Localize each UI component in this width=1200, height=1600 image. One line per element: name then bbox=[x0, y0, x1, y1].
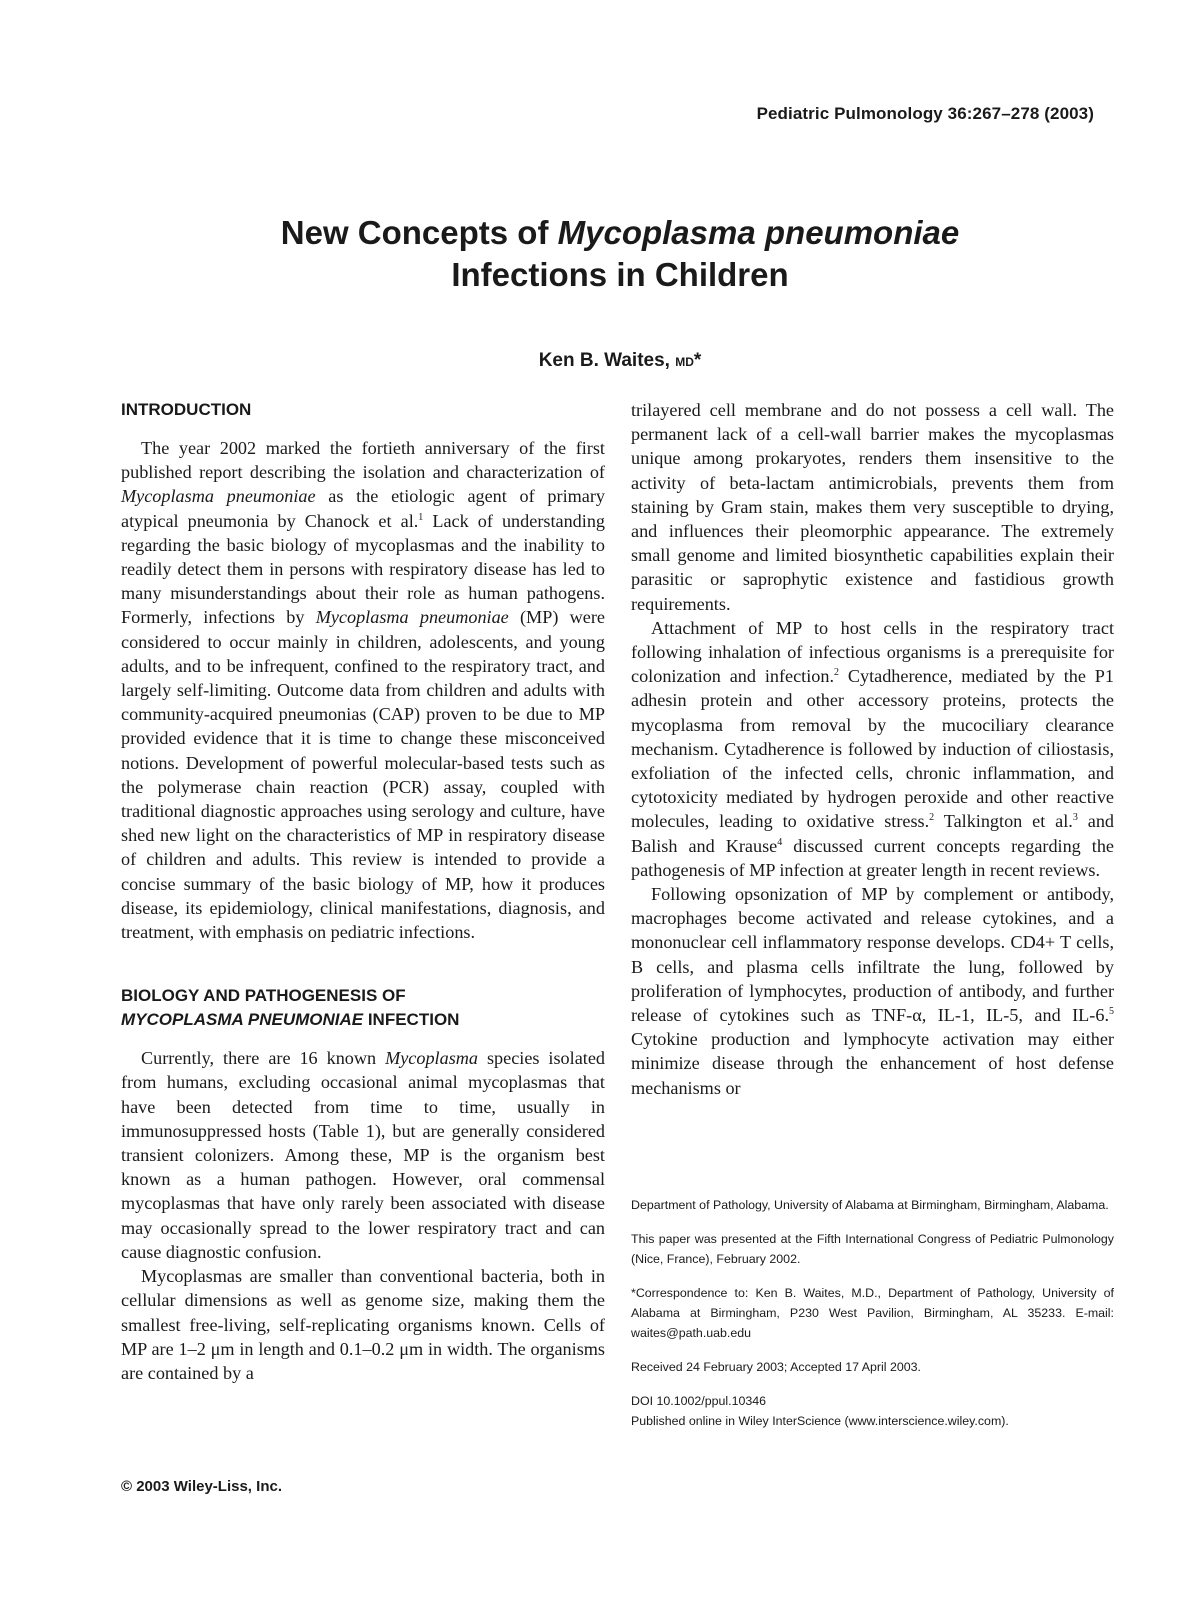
footnotes bbox=[631, 1195, 1114, 1431]
bio-genus: Mycoplasma bbox=[385, 1048, 478, 1069]
rp2-text-c: Talkington et al. bbox=[934, 811, 1073, 832]
left-column bbox=[121, 398, 605, 1385]
ref-marker: 3 bbox=[1072, 812, 1078, 824]
biology-paragraph-1 bbox=[121, 1046, 605, 1264]
author-name: Ken B. Waites, bbox=[538, 350, 676, 371]
biology-heading-organism: MYCOPLASMA PNEUMONIAE bbox=[121, 1010, 364, 1030]
footnote-doi-block bbox=[631, 1391, 1114, 1431]
footnote-correspondence: *Correspondence to: Ken B. Waites, M.D., Department of Pathology, University of Alabama at Birmingham, P230 West Pavilion, Birmingham, AL 35233. E-mail: waites@path.uab.edu bbox=[631, 1286, 1114, 1340]
intro-text-c: Lack of understanding regarding the basic biology of mycoplasmas and the inability to readily detect them in persons with respiratory disease has led to many misunderstandings about their role as human pathogens. Formerly, infections by bbox=[121, 510, 606, 628]
rp2-text-b: Cytadherence, mediated by the P1 adhesin protein and other accessory proteins, protects the mycoplasma from removal by the mucociliary clearance mechanism. Cytadherence is followed by induction of ciliostasis, exfoliation of the infected cells, chronic inflammation, and cytotoxicity mediated by hydrogen peroxide and other reactive molecules, leading to oxidative stress. bbox=[631, 666, 1114, 832]
author-marker: * bbox=[693, 350, 702, 371]
ref-marker: 1 bbox=[418, 511, 424, 523]
rp2-text-a: Attachment of MP to host cells in the respiratory tract following inhalation of infectious organisms is a prerequisite for colonization and infection. bbox=[631, 617, 1114, 687]
journal-reference: Pediatric Pulmonology 36:267–278 (2003) bbox=[756, 104, 1094, 123]
rp3-text-a: Following opsonization of MP by complement or antibody, macrophages become activated and release cytokines, and a mononuclear cell inflammatory response develops. CD4+ T cells, B cells, and plasma cells infiltrate the lung, followed by proliferation of lymphocytes, production of antibody, and further release of cytokines such as TNF-α, IL-1, IL-5, and IL-6. bbox=[631, 884, 1114, 1026]
intro-text-d: (MP) were considered to occur mainly in children, adolescents, and young adults, and to be infrequent, confined to the respiratory tract, and largely self-limiting. Outcome data from children and adults with community-acquired pneumonias (CAP) proven to be due to MP provided evidence that it is time to change these misconceived notions. Development of powerful molecular-based tests such as the polymerase chain reaction (PCR) assay, coupled with traditional diagnostic approaches using serology and culture, have shed new light on the characteristics of MP in respiratory disease of children and adults. This review is intended to provide a concise summary of the basic biology of MP, how it produces disease, its epidemiology, clinical manifestations, diagnosis, and treatment, with emphasis on pediatric infections. bbox=[121, 607, 605, 943]
title-line2: Infections in Children bbox=[451, 256, 789, 293]
intro-organism: Mycoplasma pneumoniae bbox=[121, 486, 316, 507]
intro-text-a: The year 2002 marked the fortieth anniversary of the first published report describing the isolation and characterization of bbox=[121, 438, 605, 483]
footnote-received: Received 24 February 2003; Accepted 17 April 2003. bbox=[631, 1360, 921, 1374]
author-byline bbox=[0, 350, 1200, 372]
copyright-notice: © 2003 Wiley-Liss, Inc. bbox=[121, 1478, 282, 1495]
footnote-presented: This paper was presented at the Fifth International Congress of Pediatric Pulmonology (Nice, France), February 2002. bbox=[631, 1232, 1114, 1266]
rp2-text-e: discussed current concepts regarding the pathogenesis of MP infection at greater length in recent reviews. bbox=[631, 835, 1114, 880]
bio-text-a: Currently, there are 16 known bbox=[141, 1048, 386, 1069]
rp3-text-b: Cytokine production and lymphocyte activation may either minimize disease through the enhancement of host defense mechanisms or bbox=[631, 1029, 1114, 1098]
biology-heading-rest: INFECTION bbox=[363, 1010, 460, 1030]
footnote-doi: DOI 10.1002/ppul.10346 bbox=[631, 1394, 767, 1408]
intro-paragraph bbox=[121, 436, 605, 944]
intro-text-b: as the etiologic agent of primary atypical pneumonia by Chanock et al. bbox=[121, 486, 605, 531]
biology-paragraph-2: Mycoplasmas are smaller than conventional bacteria, both in cellular dimensions as well as genome size, making them the smallest free-living, self-replicating organisms known. Cells of MP are 1–2 μm in length and 0.1–0.2 μm in width. The organisms are contained by a bbox=[121, 1266, 605, 1383]
right-column bbox=[631, 398, 1114, 1100]
biology-heading-line1: BIOLOGY AND PATHOGENESIS OF bbox=[121, 986, 406, 1006]
article-title bbox=[0, 212, 1200, 296]
right-paragraph-2 bbox=[631, 616, 1114, 882]
bio-text-b: species isolated from humans, excluding occasional animal mycoplasmas that have been detected from time to time, usually in immunosuppressed hosts (Table 1), but are generally considered transient colonizers. Among these, MP is the organism best known as a human pathogen. However, oral commensal mycoplasmas that have only rarely been associated with disease may occasionally spread to the lower respiratory tract and can cause diagnostic confusion. bbox=[121, 1048, 605, 1262]
ref-marker: 5 bbox=[1109, 1006, 1114, 1018]
title-line1-prefix: New Concepts of bbox=[280, 214, 558, 251]
ref-marker: 4 bbox=[777, 836, 783, 848]
footnote-department: Department of Pathology, University of Alabama at Birmingham, Birmingham, Alabama. bbox=[631, 1198, 1109, 1212]
right-paragraph-3 bbox=[631, 882, 1114, 1100]
biology-heading bbox=[121, 984, 605, 1032]
intro-heading: INTRODUCTION bbox=[121, 400, 252, 419]
ref-marker: 2 bbox=[929, 812, 935, 824]
rp2-text-d: and Balish and Krause bbox=[631, 811, 1115, 856]
title-organism: Mycoplasma pneumoniae bbox=[557, 214, 960, 251]
intro-organism-2: Mycoplasma pneumoniae bbox=[315, 607, 509, 628]
right-paragraph-1: trilayered cell membrane and do not possess a cell wall. The permanent lack of a cell-wall barrier makes the mycoplasmas unique among prokaryotes, renders them insensitive to the activity of beta-lactam antimicrobials, prevents them from staining by Gram stain, makes them very susceptible to drying, and influences their pleomorphic appearance. The extremely small genome and limited biosynthetic capabilities explain their parasitic or saprophytic existence and fastidious growth requirements. bbox=[631, 400, 1114, 614]
footnote-published: Published online in Wiley InterScience (www.interscience.wiley.com). bbox=[631, 1414, 1009, 1428]
author-degree: MD bbox=[675, 355, 694, 369]
ref-marker: 2 bbox=[834, 667, 840, 679]
